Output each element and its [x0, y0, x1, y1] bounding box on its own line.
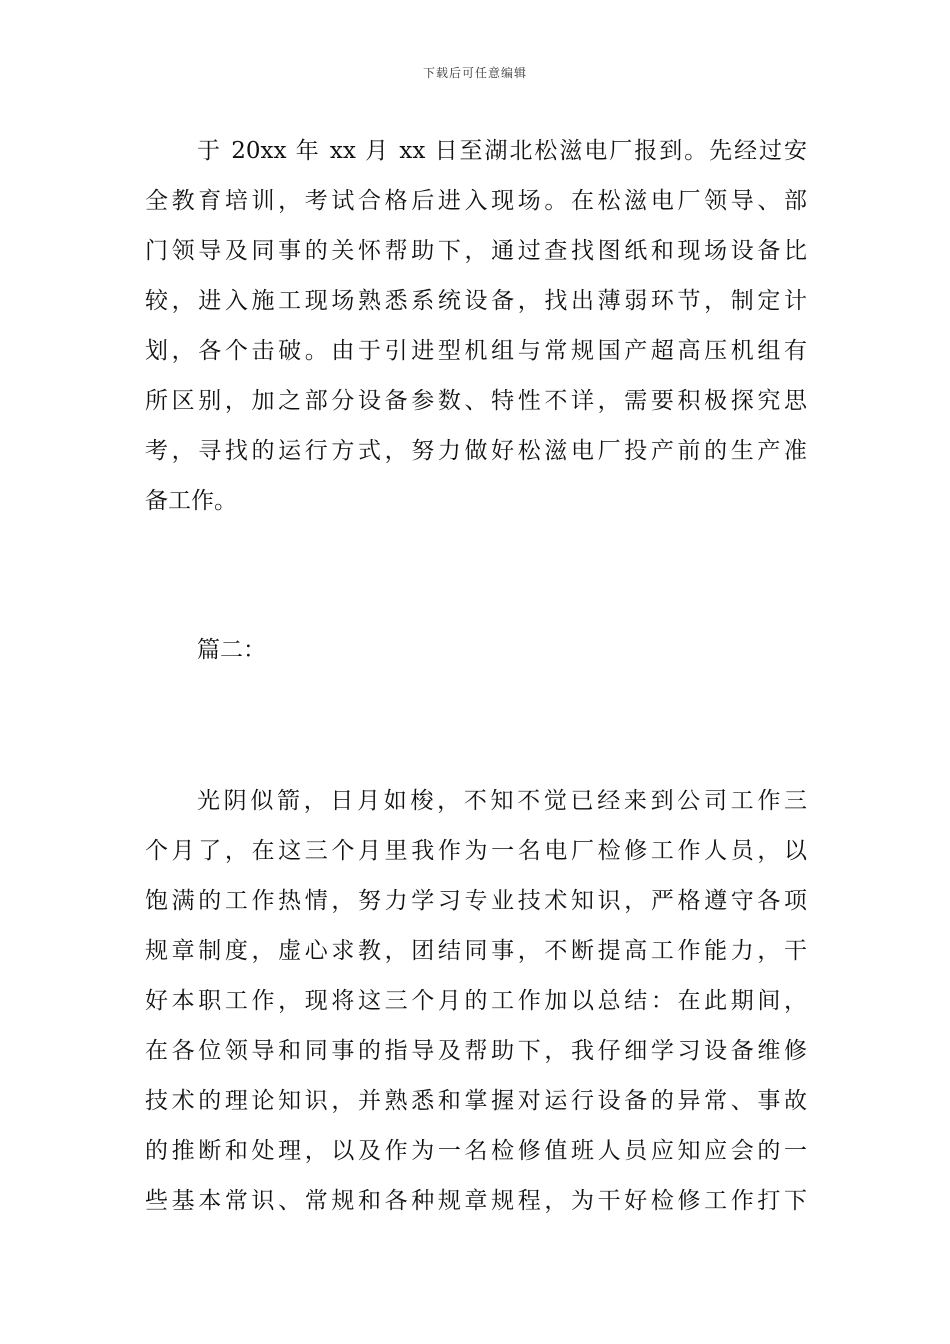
- paragraph-1: [145, 126, 807, 526]
- page-header-note: 下载后可任意编辑: [422, 66, 527, 80]
- paragraph-line: 全教育培训，考试合格后进入现场。在松滋电厂领导、部: [145, 188, 807, 214]
- paragraph-line: 的推断和处理，以及作为一名检修值班人员应知应会的一: [145, 1138, 807, 1164]
- paragraph-line: 在各位领导和同事的指导及帮助下，我仔细学习设备维修: [145, 1038, 807, 1064]
- paragraph-line: 门领导及同事的关怀帮助下，通过查找图纸和现场设备比: [145, 238, 807, 264]
- paragraph-line: 考，寻找的运行方式，努力做好松滋电厂投产前的生产准: [145, 438, 807, 464]
- document-body: [145, 126, 807, 1226]
- paragraph-line: 好本职工作，现将这三个月的工作加以总结：在此期间，: [145, 988, 807, 1014]
- paragraph-line: 所区别，加之部分设备参数、特性不详，需要积极探究思: [145, 388, 807, 414]
- section-heading: 篇二：: [197, 637, 266, 663]
- spacer: [145, 675, 807, 776]
- paragraph-line: 划，各个击破。由于引进型机组与常规国产超高压机组有: [145, 338, 807, 364]
- paragraph-line: 些基本常识、常规和各种规章规程，为干好检修工作打下: [145, 1188, 807, 1214]
- paragraph-line: 光阴似箭，日月如梭，不知不觉已经来到公司工作三: [197, 788, 807, 814]
- paragraph-2: [145, 776, 807, 1226]
- paragraph-line: 较，进入施工现场熟悉系统设备，找出薄弱环节，制定计: [145, 288, 807, 314]
- paragraph-line: 规章制度，虚心求教，团结同事，不断提高工作能力，干: [145, 938, 807, 964]
- paragraph-line: 饱满的工作热情，努力学习专业技术知识，严格遵守各项: [145, 888, 807, 914]
- paragraph-line: 于 20xx 年 xx 月 xx 日至湖北松滋电厂报到。先经过安: [197, 138, 807, 164]
- paragraph-line: 个月了，在这三个月里我作为一名电厂检修工作人员，以: [145, 838, 807, 864]
- spacer: [145, 526, 807, 625]
- paragraph-line: 技术的理论知识，并熟悉和掌握对运行设备的异常、事故: [145, 1088, 807, 1114]
- paragraph-line: 备工作。: [145, 488, 237, 514]
